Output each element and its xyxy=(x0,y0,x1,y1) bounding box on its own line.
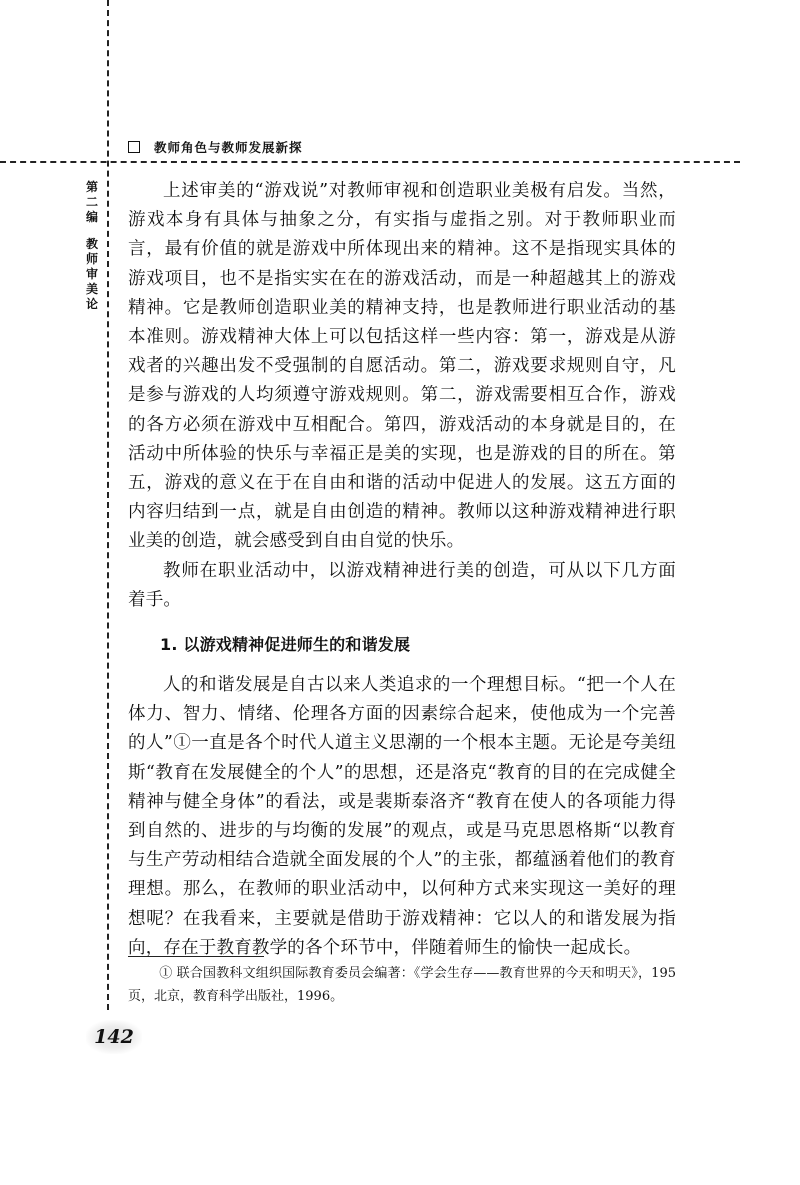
footnote xyxy=(128,962,676,1008)
paragraph-3: 人的和谐发展是自古以来人类追求的一个理想目标。“把一个人在体力、智力、情绪、伦理各方面的因素综合起来，使他成为一个完善的人”①一直是各个时代人道主义思潮的一个根本主题。无论是夸美纽斯“教育在发展健全的个人”的思想，还是洛克“教育的目的在完成健全精神与健全身体”的看法，或是裴斯泰洛齐“教育在使人的各项能力得到自然的、进步的与均衡的发展”的观点，或是马克思恩格斯“以教育与生产劳动相结合造就全面发展的个人”的主张，都蕴涵着他们的教育理想。那么，在教师的职业活动中，以何种方式来实现这一美好的理想呢？在我看来，主要就是借助于游戏精神：它以人的和谐发展为指向，存在于教育教学的各个环节中，伴随着师生的愉快一起成长。 xyxy=(128,675,676,958)
page-number: 142 xyxy=(86,1020,142,1054)
main-text xyxy=(128,177,676,963)
paragraph-1: 上述审美的“游戏说”对教师审视和创造职业美极有启发。当然，游戏本身有具体与抽象之分，有实指与虚指之别。对于教师职业而言，最有价值的就是游戏中所体现出来的精神。这不是指现实具体的游戏项目，也不是指实实在在的游戏活动，而是一种超越其上的游戏精神。它是教师创造职业美的精神支持，也是教师进行职业活动的基本准则。游戏精神大体上可以包括这样一些内容：第一，游戏是从游戏者的兴趣出发不受强制的自愿活动。第二，游戏要求规则自守，凡是参与游戏的人均须遵守游戏规则。第二，游戏需要相互合作，游戏的各方必须在游戏中互相配合。第四，游戏活动的本身就是目的，在活动中所体验的快乐与幸福正是美的实现，也是游戏的目的所在。第五，游戏的意义在于在自由和谐的活动中促进人的发展。这五方面的内容归结到一点，就是自由创造的精神。教师以这种游戏精神进行职业美的创造，就会感受到自由自觉的快乐。 xyxy=(128,181,676,552)
footnote-text: ① 联合国教科文组织国际教育委员会编著：《学会生存——教育世界的今天和明天》，195页，北京，教育科学出版社，1996。 xyxy=(128,966,676,1004)
side-tab-part: 第二编 xyxy=(85,180,98,224)
running-header-title: 教师角色与教师发展新探 xyxy=(154,140,303,155)
header-dashed-rule xyxy=(0,161,740,163)
side-tab xyxy=(84,180,100,312)
square-bullet-icon xyxy=(128,141,140,153)
paragraph-2: 教师在职业活动中，以游戏精神进行美的创造，可从以下几方面着手。 xyxy=(128,560,676,610)
side-tab-title: 教师审美论 xyxy=(85,237,98,311)
binding-margin-dashed-line xyxy=(107,0,109,1010)
section-heading: 1. 以游戏精神促进师生的和谐发展 xyxy=(160,635,411,655)
footnote-rule xyxy=(128,956,264,957)
running-header xyxy=(128,138,303,156)
